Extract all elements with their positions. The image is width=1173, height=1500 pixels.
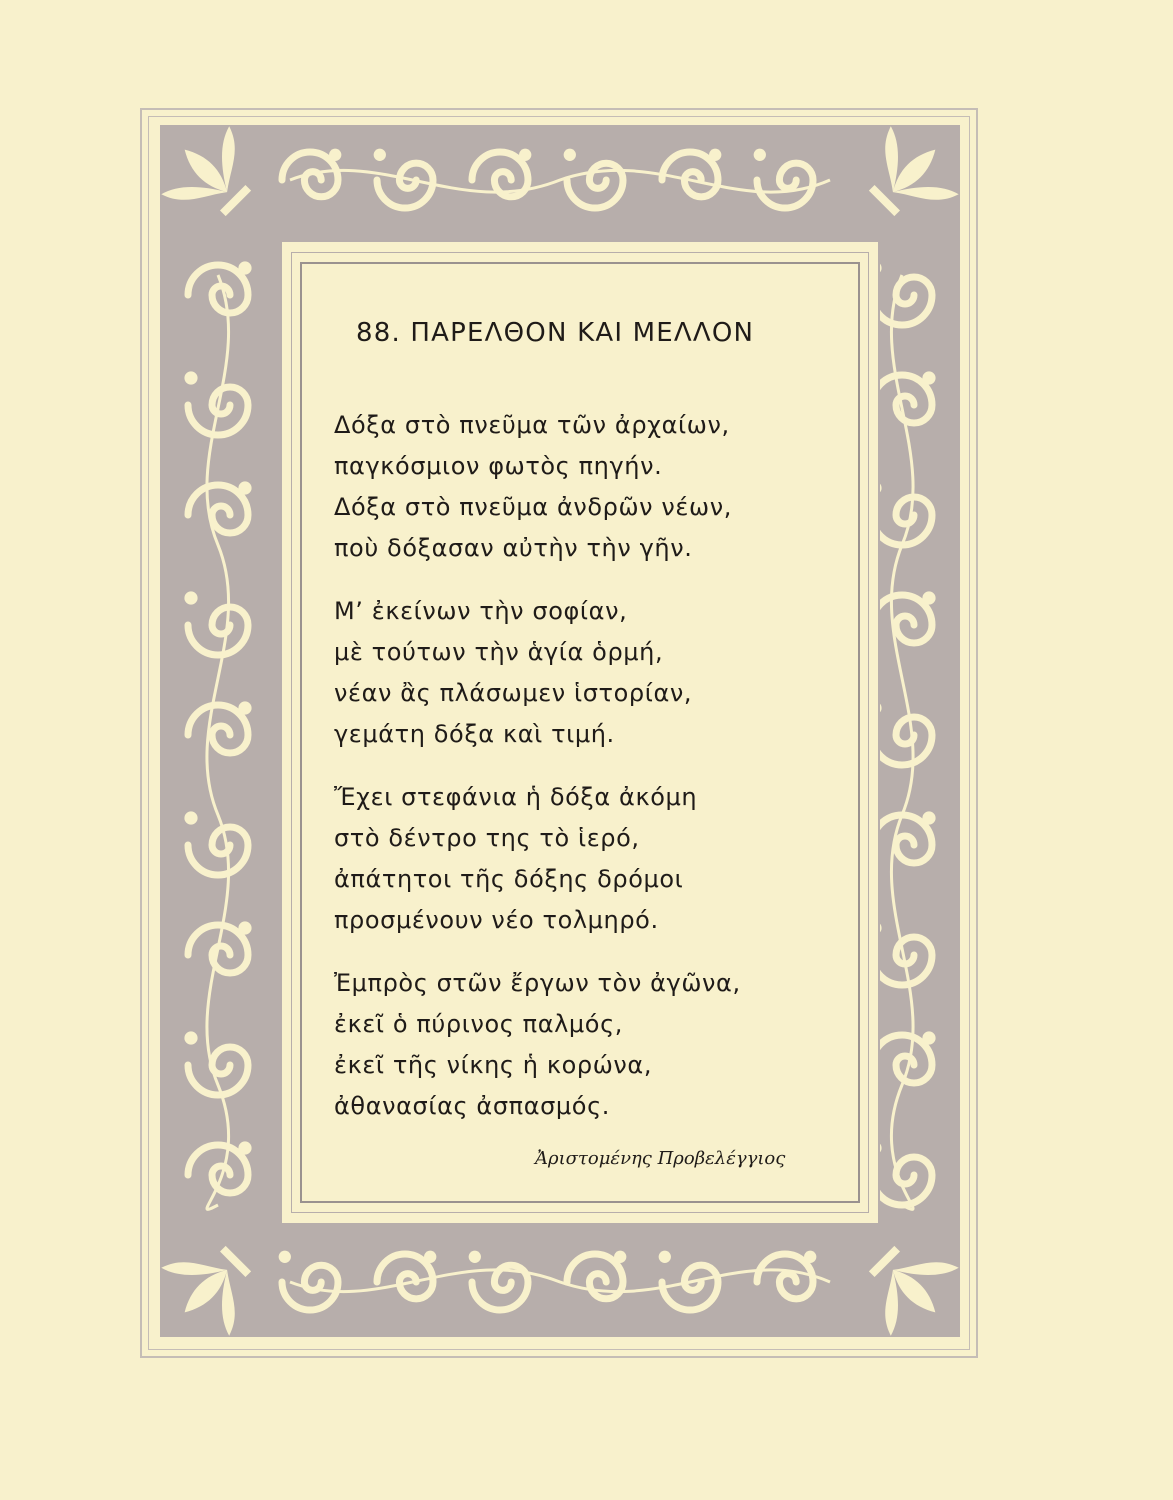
poem-line: παγκόσμιον φωτὸς πηγήν. — [334, 452, 663, 480]
poem-line: ποὺ δόξασαν αὐτὴν τὴν γῆν. — [334, 534, 693, 562]
leaf-dot — [922, 811, 935, 824]
scroll-motif — [872, 497, 932, 545]
leaf-dot — [614, 1251, 626, 1263]
fleur-de-lis-motif — [160, 1225, 272, 1337]
leaf-dot — [279, 1251, 291, 1263]
leaf-dot — [238, 1141, 251, 1154]
fleur-de-lis-motif — [160, 125, 272, 237]
stanza-2 — [334, 591, 844, 755]
leaf-dot — [238, 921, 251, 934]
stanza-1 — [334, 405, 844, 569]
poem-line: Μ’ ἐκείνων τὴν σοφίαν, — [334, 597, 628, 625]
scroll-motif — [872, 375, 932, 423]
leaf-dot — [922, 591, 935, 604]
scroll-motif — [757, 163, 813, 208]
scroll-motif — [757, 1254, 813, 1299]
scroll-motif — [188, 485, 248, 533]
poem-line: νέαν ἂς πλάσωμεν ἱστορίαν, — [334, 679, 693, 707]
leaf-dot — [238, 481, 251, 494]
leaf-dot — [709, 149, 721, 161]
poem-line: προσμένουν νέο τολμηρό. — [334, 906, 659, 934]
scroll-motif — [188, 265, 248, 313]
poem-line: Ἔχει στεφάνια ἡ δόξα ἀκόμη — [334, 783, 698, 811]
poem-title: 88. ΠΑΡΕΛΘΟΝ ΚΑΙ ΜΕΛΛΟΝ — [356, 318, 755, 348]
leaf-dot — [184, 811, 197, 824]
scroll-motif — [872, 815, 932, 863]
leaf-dot — [184, 1031, 197, 1044]
leaf-dot — [922, 1031, 935, 1044]
leaf-dot — [184, 371, 197, 384]
scroll-motif — [872, 1157, 932, 1205]
leaf-dot — [424, 1251, 436, 1263]
vine-top — [290, 170, 830, 192]
poem-line: Δόξα στὸ πνεῦμα ἀνδρῶν νέων, — [334, 493, 732, 521]
poem-line: γεμάτη δόξα καὶ τιμή. — [334, 720, 615, 748]
scroll-motif — [872, 717, 932, 765]
poem-line: ἐκεῖ ὁ πύρινος παλμός, — [334, 1010, 623, 1038]
leaf-dot — [238, 701, 251, 714]
poem-author: Ἀριστομένης Προβελέγγιος — [535, 1148, 786, 1169]
stanza-4 — [334, 963, 844, 1127]
poem-line: Δόξα στὸ πνεῦμα τῶν ἀρχαίων, — [334, 411, 730, 439]
poem-line: ἀπάτητοι τῆς δόξης δρόμοι — [334, 865, 684, 893]
scroll-motif — [872, 595, 932, 643]
poem-line: ἐκεῖ τῆς νίκης ἡ κορώνα, — [334, 1051, 653, 1079]
leaf-dot — [329, 149, 341, 161]
leaf-dot — [922, 371, 935, 384]
fleur-de-lis-motif — [848, 125, 960, 237]
scroll-motif — [377, 1254, 433, 1299]
leaf-dot — [754, 149, 766, 161]
scroll-motif — [188, 705, 248, 753]
stanza-3 — [334, 777, 844, 941]
scroll-motif — [662, 152, 718, 197]
leaf-dot — [804, 1251, 816, 1263]
poem-line: Ἐμπρὸς στῶν ἔργων τὸν ἀγῶνα, — [334, 969, 741, 997]
fleur-de-lis-motif — [848, 1225, 960, 1337]
scroll-motif — [872, 1035, 932, 1083]
scroll-motif — [662, 1265, 718, 1310]
poem-line: μὲ τούτων τὴν ἁγία ὁρμή, — [334, 638, 664, 666]
poem-line: ἀθανασίας ἀσπασμός. — [334, 1092, 610, 1120]
leaf-dot — [564, 149, 576, 161]
scroll-motif — [872, 277, 932, 325]
leaf-dot — [519, 149, 531, 161]
leaf-dot — [238, 261, 251, 274]
leaf-dot — [469, 1251, 481, 1263]
poem-body — [334, 405, 844, 1149]
vine-bottom — [290, 1270, 830, 1292]
scroll-motif — [188, 607, 248, 655]
leaf-dot — [374, 149, 386, 161]
scroll-motif — [377, 163, 433, 208]
leaf-dot — [659, 1251, 671, 1263]
scroll-motif — [188, 827, 248, 875]
poem-line: στὸ δέντρο της τὸ ἱερό, — [334, 824, 640, 852]
leaf-dot — [184, 591, 197, 604]
